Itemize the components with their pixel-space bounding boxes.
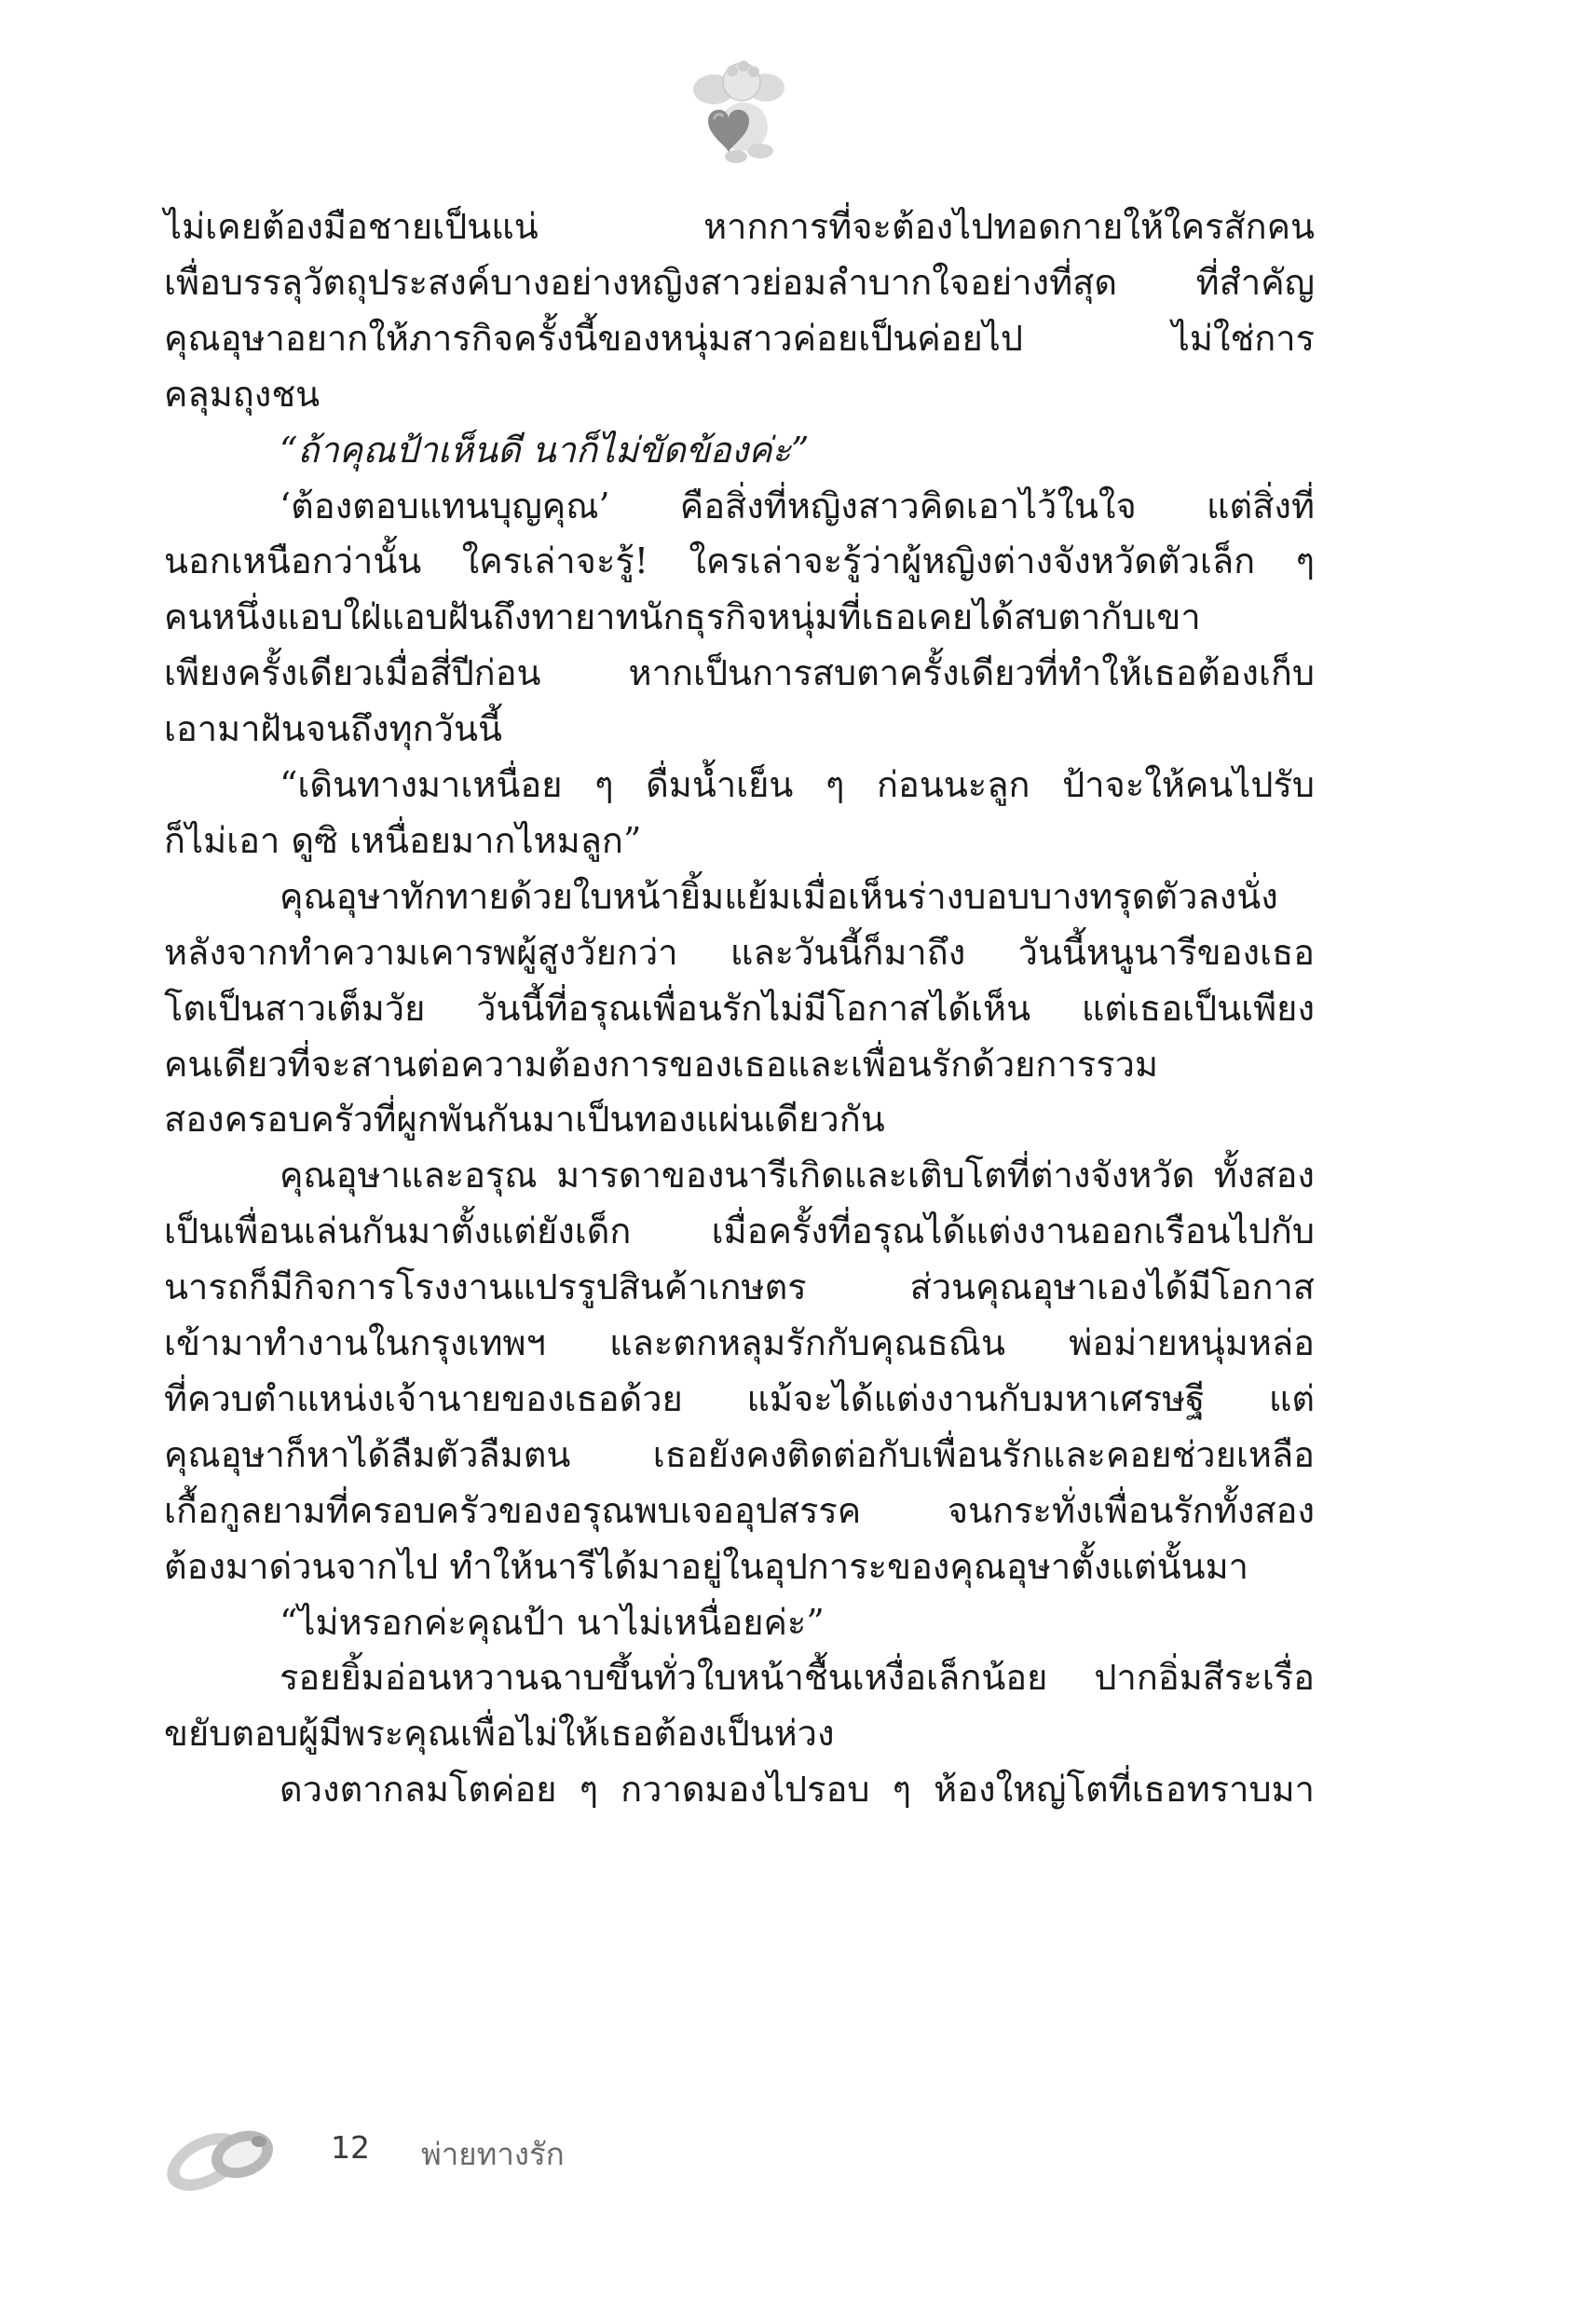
body-line: เข้ามาทำงานในกรุงเทพฯ และตกหลุมรักกับคุณธณิน พ่อม่ายหนุ่มหล่อ — [164, 1322, 1315, 1363]
body-line: คนเดียวที่จะสานต่อความต้องการของเธอและเพื่อนรักด้วยการรวม — [164, 1043, 1158, 1085]
rings-icon — [157, 2113, 296, 2195]
body-line: คนหนึ่งแอบใฝ่แอบฝันถึงทายาทนักธุรกิจหนุ่มที่เธอเคยได้สบตากับเขา — [164, 596, 1201, 638]
body-line: เพียงครั้งเดียวเมื่อสี่ปีก่อน หากเป็นการสบตาครั้งเดียวที่ทำให้เธอต้องเก็บ — [164, 652, 1315, 694]
body-line: หลังจากทำความเคารพผู้สูงวัยกว่า และวันนี้ก็มาถึง วันนี้หนูนารีของเธอ — [164, 931, 1315, 973]
body-line: เป็นเพื่อนเล่นกันมาตั้งแต่ยังเด็ก เมื่อครั้งที่อรุณได้แต่งงานออกเรือนไปกับ — [164, 1210, 1315, 1252]
body-line: โตเป็นสาวเต็มวัย วันนี้ที่อรุณเพื่อนรักไม่มีโอกาสได้เห็น แต่เธอเป็นเพียง — [164, 987, 1315, 1029]
body-line: คุณอุษาอยากให้ภารกิจครั้งนี้ของหนุ่มสาวค่อยเป็นค่อยไป ไม่ใช่การ — [164, 317, 1315, 359]
page-number: 12 — [331, 2129, 370, 2166]
body-line: “ถ้าคุณป้าเห็นดี นาก็ไม่ขัดข้องค่ะ” — [280, 429, 810, 471]
body-line: ขยับตอบผู้มีพระคุณเพื่อไม่ให้เธอต้องเป็นห่วง — [164, 1713, 835, 1755]
body-line: คุณอุษาก็หาได้ลืมตัวลืมตน เธอยังคงติดต่อกับเพื่อนรักและคอยช่วยเหลือ — [164, 1433, 1315, 1475]
body-line: เพื่อบรรลุวัตถุประสงค์บางอย่างหญิงสาวย่อมลำบากใจอย่างที่สุด ที่สำคัญ — [164, 261, 1315, 303]
body-line: เอามาฝันจนถึงทุกวันนี้ — [164, 708, 502, 750]
body-line: นอกเหนือกว่านั้น ใครเล่าจะรู้! ใครเล่าจะรู้ว่าผู้หญิงต่างจังหวัดตัวเล็ก ๆ — [164, 540, 1315, 582]
body-line: ต้องมาด่วนจากไป ทำให้นารีได้มาอยู่ในอุปการะของคุณอุษาตั้งแต่นั้นมา — [164, 1545, 1248, 1587]
body-line: ดวงตากลมโตค่อย ๆ กวาดมองไปรอบ ๆ ห้องใหญ่โตที่เธอทราบมา — [280, 1769, 1315, 1811]
body-line: “ไม่หรอกค่ะคุณป้า นาไม่เหนื่อยค่ะ” — [280, 1601, 825, 1643]
body-line: คุณอุษาและอรุณ มารดาของนารีเกิดและเติบโตที่ต่างจังหวัด ทั้งสอง — [280, 1155, 1315, 1197]
body-line: ก็ไม่เอา ดูซิ เหนื่อยมากไหมลูก” — [164, 819, 642, 861]
body-line: เกื้อกูลยามที่ครอบครัวของอรุณพบเจออุปสรรค จนกระทั่งเพื่อนรักทั้งสอง — [164, 1489, 1315, 1531]
body-line: นารถก็มีกิจการโรงงานแปรรูปสินค้าเกษตร ส่วนคุณอุษาเองได้มีโอกาส — [164, 1266, 1315, 1308]
body-line: ที่ควบตำแหน่งเจ้านายของเธอด้วย แม้จะได้แต่งงานกับมหาเศรษฐี แต่ — [164, 1377, 1315, 1419]
body-line: “เดินทางมาเหนื่อย ๆ ดื่มน้ำเย็น ๆ ก่อนนะลูก ป้าจะให้คนไปรับ — [280, 764, 1315, 805]
body-line: สองครอบครัวที่ผูกพันกันมาเป็นทองแผ่นเดียวกัน — [164, 1099, 885, 1141]
body-line: คุณอุษาทักทายด้วยใบหน้ายิ้มแย้มเมื่อเห็นร่างบอบบางทรุดตัวลงนั่ง — [280, 875, 1278, 917]
body-line: ไม่เคยต้องมือชายเป็นแน่ หากการที่จะต้องไปทอดกายให้ใครสักคน — [164, 206, 1315, 247]
body-line: รอยยิ้มอ่อนหวานฉาบขึ้นทั่วใบหน้าชื้นเหงื่อเล็กน้อย ปากอิ่มสีระเรื่อ — [280, 1657, 1315, 1699]
cupid-heart-icon — [688, 54, 790, 166]
body-line: ‘ต้องตอบแทนบุญคุณ’ คือสิ่งที่หญิงสาวคิดเอาไว้ในใจ แต่สิ่งที่ — [280, 485, 1315, 526]
book-title: พ่ายทางรัก — [421, 2136, 565, 2172]
body-line: คลุมถุงชน — [164, 373, 321, 415]
